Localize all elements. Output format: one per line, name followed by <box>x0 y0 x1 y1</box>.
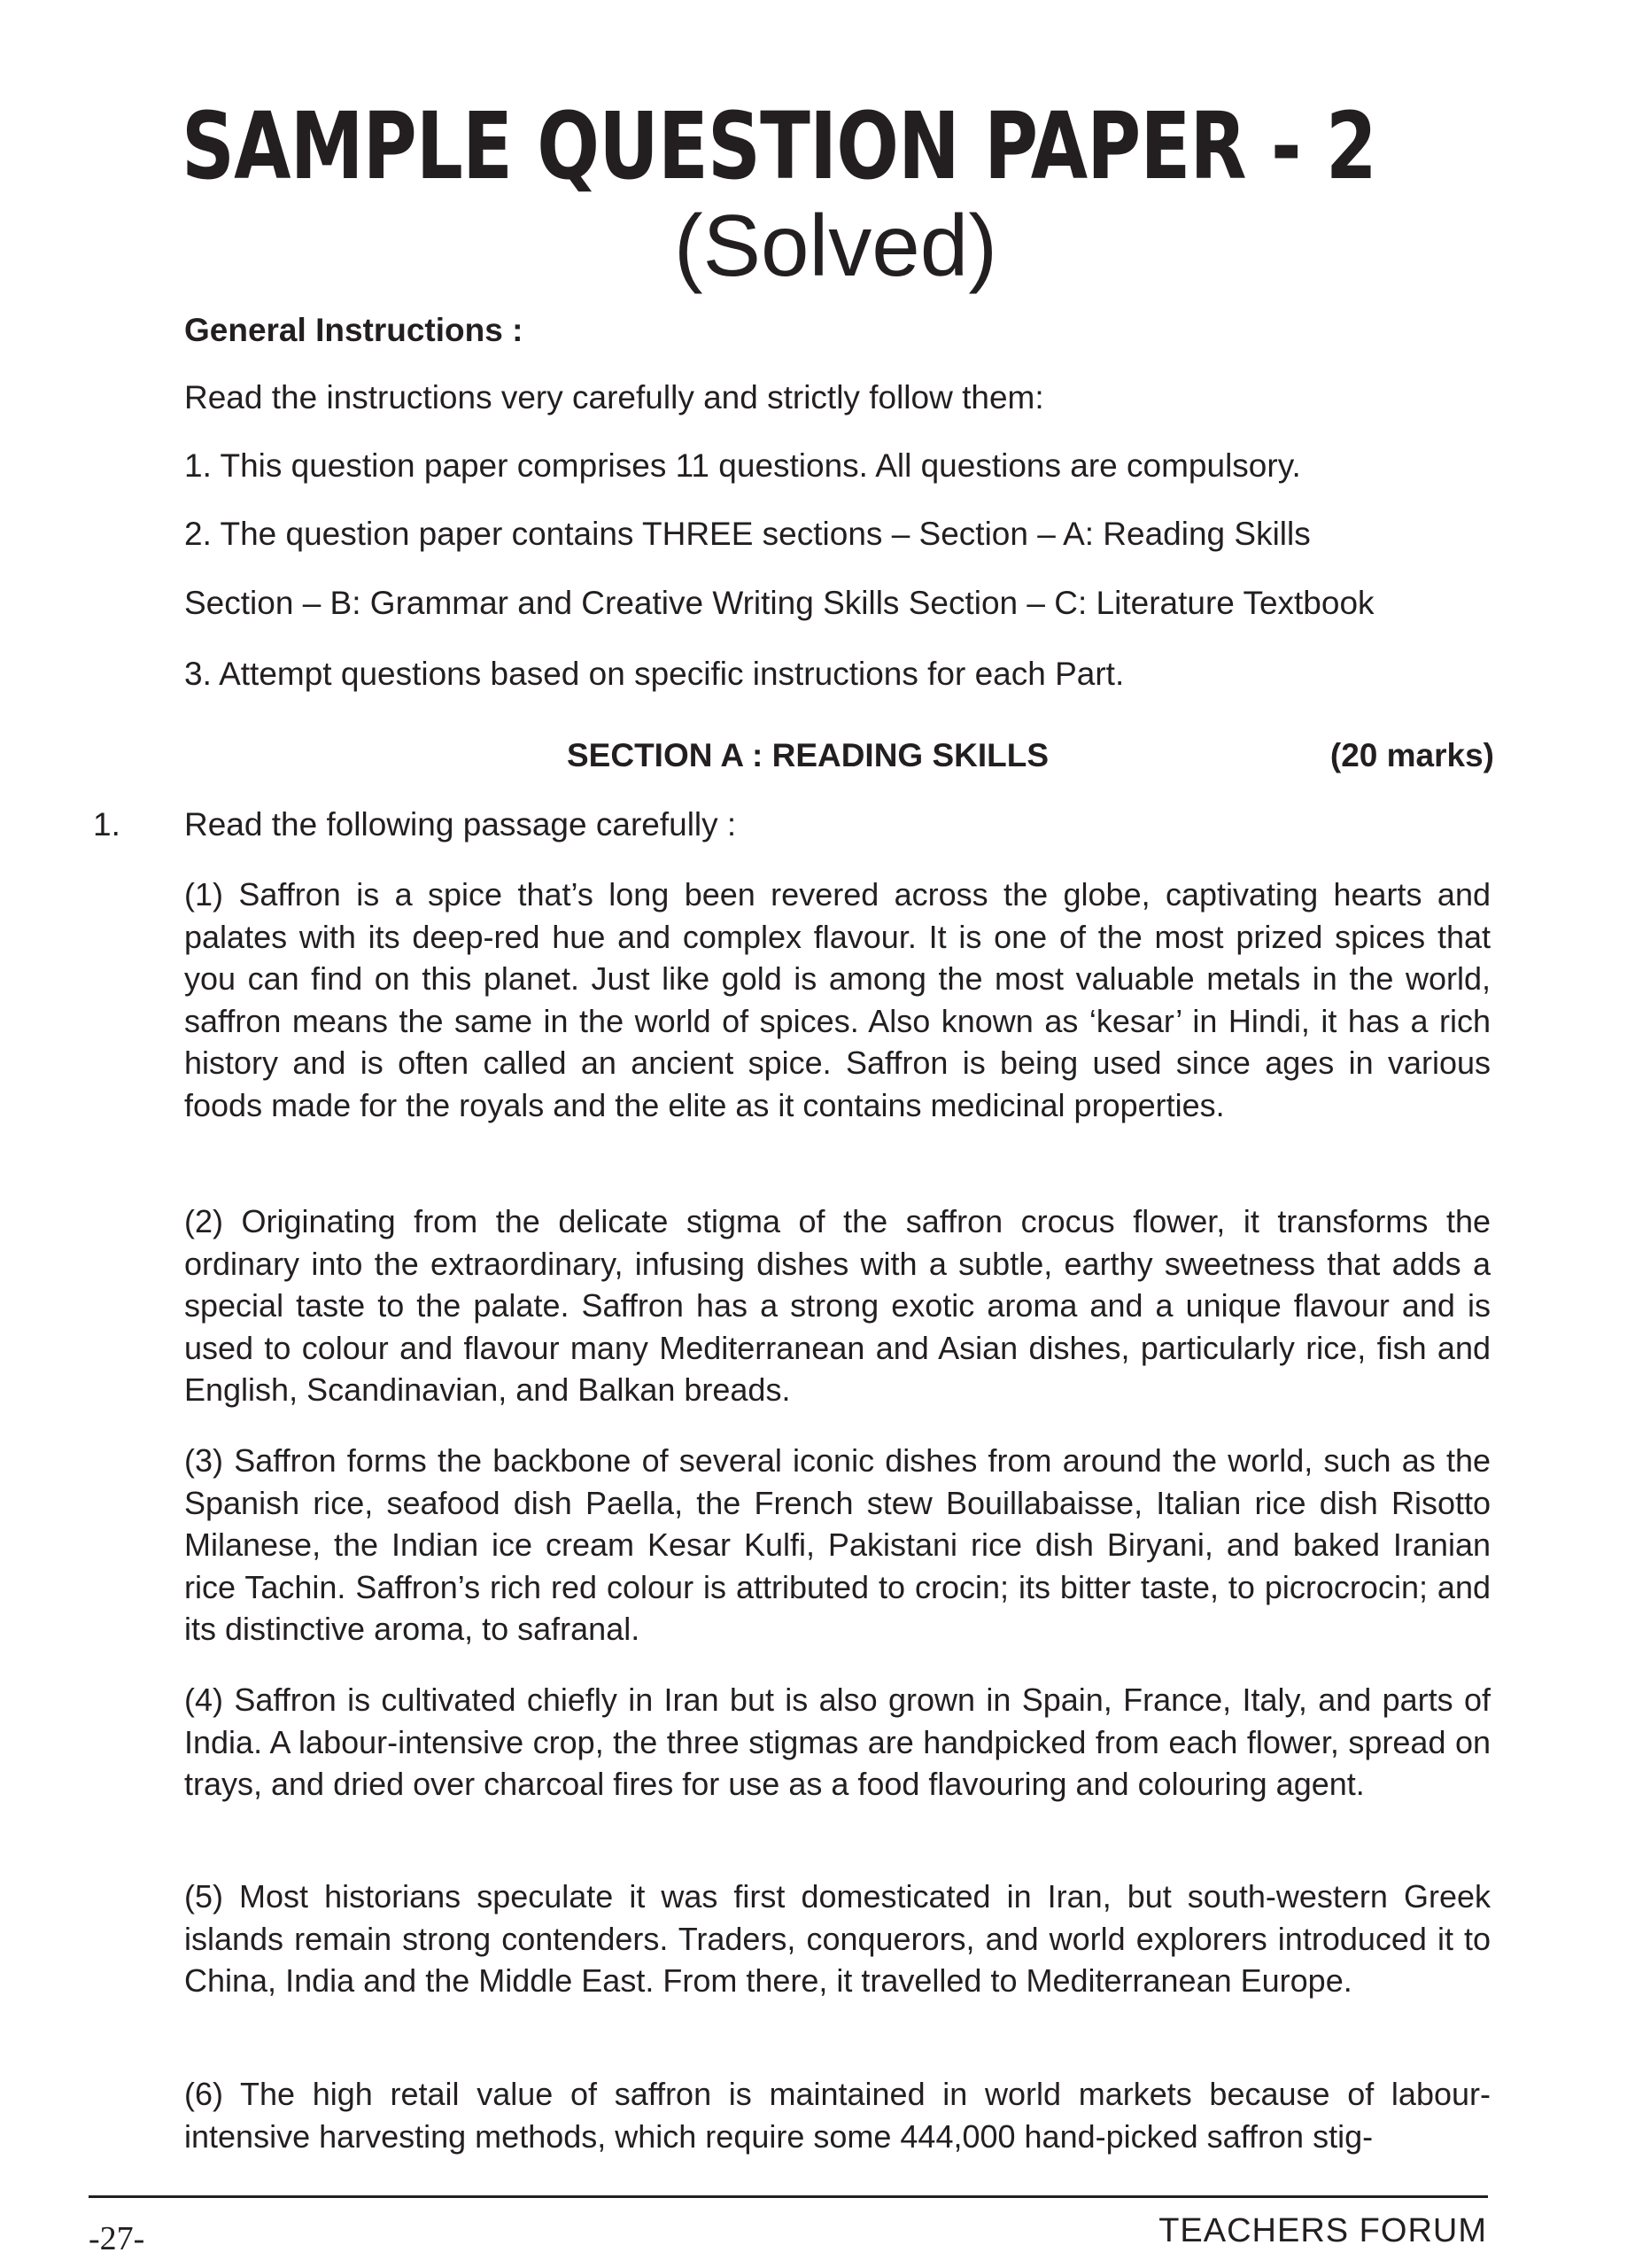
instruction-line: 1. This question paper comprises 11 questions. All questions are compulsory. <box>184 447 1301 484</box>
passage-paragraph-3: (3) Saffron forms the backbone of several iconic dishes from around the world, such as the Spanish rice, seafood dish Paella, the French stew Bouillabaisse, Italian rice dish Risotto Milanese, the Indian ice cream Kesar Kulfi, Pakistani rice dish Biryani, and baked Iranian rice Tachin. Saffron’s rich red colour is attributed to crocin; its bitter taste, to picrocrocin; and its distinctive aroma, to safranal. <box>184 1442 1491 1648</box>
question-number: 1. <box>93 806 120 843</box>
passage-paragraph-2: (2) Originating from the delicate stigma of the saffron crocus flower, it transforms the ordinary into the extraordinary, infusing dishes with a subtle, earthy sweetness that adds a special taste to the palate. Saffron has a strong exotic aroma and a unique flavour and is used to colour and flavour many Mediterranean and Asian dishes, particularly rice, fish and English, Scandinavian, and Balkan breads. <box>184 1203 1491 1409</box>
passage-paragraph-6: (6) The high retail value of saffron is maintained in world markets because of labour-intensive harvesting methods, which require some 444,000 hand-picked saffron stig- <box>184 2076 1491 2155</box>
page-number: -27- <box>89 2220 145 2257</box>
question-prompt: Read the following passage carefully : <box>184 806 737 843</box>
footer-divider <box>89 2195 1488 2198</box>
page-subtitle: (Solved) <box>674 197 997 294</box>
passage-paragraph-1: (1) Saffron is a spice that’s long been revered across the globe, captivating hearts and palates with its deep-red hue and complex flavour. It is one of the most prized spices that you can find on this planet. Just like gold is among the most valuable metals in the world, saffron means the same in the world of spices. Also known as ‘kesar’ in Hindi, it has a rich history and is often called an ancient spice. Saffron is being used since ages in various foods made for the royals and the elite as it contains medicinal properties. <box>184 876 1491 1123</box>
instructions-heading: General Instructions : <box>184 312 523 348</box>
passage-paragraph-4: (4) Saffron is cultivated chiefly in Iran but is also grown in Spain, France, Italy, and parts of India. A labour-intensive crop, the three stigmas are handpicked from each flower, spread on trays, and dried over charcoal fires for use as a food flavouring and colouring agent. <box>184 1682 1491 1803</box>
instruction-line: Read the instructions very carefully and strictly follow them: <box>184 379 1044 416</box>
instruction-line: 2. The question paper contains THREE sections – Section – A: Reading Skills <box>184 516 1311 552</box>
footer-label: TEACHERS FORUM <box>1158 2212 1487 2249</box>
instruction-line: Section – B: Grammar and Creative Writing Skills Section – C: Literature Textbook <box>184 585 1375 621</box>
instruction-line: 3. Attempt questions based on specific instructions for each Part. <box>184 656 1125 692</box>
passage-paragraph-5: (5) Most historians speculate it was first domesticated in Iran, but south-western Greek islands remain strong contenders. Traders, conquerors, and world explorers introduced it to China, India and the Middle East. From there, it travelled to Mediterranean Europe. <box>184 1878 1491 2000</box>
page-title: SAMPLE QUESTION PAPER - 2 <box>182 92 1376 200</box>
section-a-heading: SECTION A : READING SKILLS <box>567 737 1050 773</box>
section-a-marks: (20 marks) <box>1329 737 1494 773</box>
